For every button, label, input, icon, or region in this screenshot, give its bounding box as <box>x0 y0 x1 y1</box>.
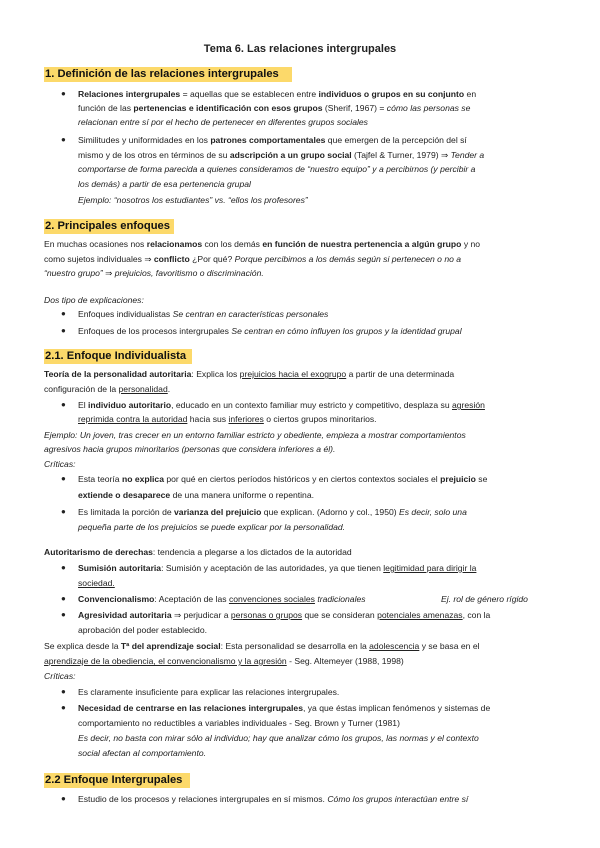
bullet-icon: ● <box>61 326 66 335</box>
page-title: Tema 6. Las relaciones intergrupales <box>203 43 397 55</box>
s21-c1-line2: extiende o desaparece de una manera uniforme o repentina. <box>78 490 315 500</box>
s21-explica-line2: aprendizaje de la obediencia, el convencionalismo y la agresión - Seg. Altemeyer (1988, 1998) <box>44 656 404 666</box>
s21-agresividad-line2: aprobación del poder establecido. <box>78 625 207 635</box>
s21-d1: Es claramente insuficiente para explicar las relaciones intergrupales. <box>78 687 340 697</box>
s21-b1-line1: El individuo autoritario, educado en un contexto familiar muy estricto y competitivo, desplaza su agresión <box>78 400 485 410</box>
section-22-heading: 2.2 Enfoque Intergrupales <box>45 774 183 786</box>
s21-autoritarismo: Autoritarismo de derechas: tendencia a plegarse a los dictados de la autoridad <box>44 547 352 557</box>
s21-c1-line1: Esta teoría no explica por qué en ciertos períodos históricos y en ciertos contextos sociales el prejuicio se <box>78 474 488 484</box>
bullet-icon: ● <box>61 400 66 409</box>
s21-para-line1: Teoría de la personalidad autoritaria: Explica los prejuicios hacia el exogrupo a partir de una determinada <box>44 369 455 379</box>
s21-explica-line1: Se explica desde la Tª del aprendizaje social: Esta personalidad se desarrolla en la adolescencia y se basa en el <box>44 641 480 651</box>
section-21-heading: 2.1. Enfoque Individualista <box>45 350 187 362</box>
s21-b1-line2: reprimida contra la autoridad hacia sus inferiores o ciertos grupos minoritarios. <box>78 414 377 424</box>
s1-b2-line1: Similitudes y uniformidades en los patrones comportamentales que emergen de la percepción del sí <box>78 135 467 145</box>
bullet-icon: ● <box>61 309 66 318</box>
s2-para-line2: como sujetos individuales ⇒ conflicto ¿Por qué? Porque percibimos a los demás según si pertenecen o no a <box>44 254 462 264</box>
s21-d2-line2: comportamiento no reductibles a variables individuales - Seg. Brown y Turner (1981) <box>78 718 400 728</box>
s1-b2-line4: los demás) a partir de esa pertenencia grupal <box>78 179 251 189</box>
s21-criticas-label-2: Críticas: <box>44 671 76 681</box>
s2-explanations-label: Dos tipo de explicaciones: <box>44 295 144 305</box>
bullet-icon: ● <box>61 687 66 696</box>
s21-c2-line2: pequeña parte de los prejuicios se puede explicar por la personalidad. <box>78 522 346 532</box>
s2-para-line3: “nuestro grupo” ⇒ prejuicios, favoritismo o discriminación. <box>44 268 264 278</box>
bullet-icon: ● <box>61 135 66 144</box>
section-1-heading: 1. Definición de las relaciones intergrupales <box>45 68 279 80</box>
s1-b2-example: Ejemplo: “nosotros los estudiantes” vs. “ellos los profesores” <box>78 195 308 205</box>
s21-d2-line3: Es decir, no basta con mirar sólo al individuo; hay que analizar cómo los grupos, las normas y el contexto <box>78 733 479 743</box>
s21-d2-line1: Necesidad de centrarse en las relaciones intergrupales, ya que éstas implican fenómenos y sistemas de <box>78 703 491 713</box>
section-2-heading: 2. Principales enfoques <box>45 220 170 232</box>
bullet-icon: ● <box>61 563 66 572</box>
s2-enfoque-2: Enfoques de los procesos intergrupales Se centran en cómo influyen los grupos y la identidad grupal <box>78 326 462 336</box>
bullet-icon: ● <box>61 474 66 483</box>
s21-criticas-label: Críticas: <box>44 459 76 469</box>
s1-b2-line3: comportarse de forma parecida a quienes consideramos de “nuestro equipo” y a percibirnos (y percibir a <box>78 164 476 174</box>
s21-d2-line4: social afectan al comportamiento. <box>78 748 207 758</box>
bullet-icon: ● <box>61 594 66 603</box>
bullet-icon: ● <box>61 507 66 516</box>
s2-para-line1: En muchas ocasiones nos relacionamos con los demás en función de nuestra pertenencia a algún grupo y no <box>44 239 481 249</box>
s21-example-line1: Ejemplo: Un joven, tras crecer en un entorno familiar estricto y obediente, empieza a mostrar comportamientos <box>44 430 466 440</box>
bullet-icon: ● <box>61 703 66 712</box>
s21-sumision-line1: Sumisión autoritaria: Sumisión y aceptación de las autoridades, ya que tienen legitimidad para dirigir la <box>78 563 477 573</box>
s21-agresividad-line1: Agresividad autoritaria ⇒ perjudicar a personas o grupos que se consideran potenciales amenazas, con la <box>78 610 491 620</box>
s21-convencionalismo-example: Ej. rol de género rígido <box>441 594 528 604</box>
bullet-icon: ● <box>61 610 66 619</box>
s21-convencionalismo: Convencionalismo: Aceptación de las convenciones sociales tradicionales <box>78 594 366 604</box>
s1-b1-line1: Relaciones intergrupales = aquellas que se establecen entre individuos o grupos en su conjunto en <box>78 89 477 99</box>
s21-example-line2: agresivos hacia grupos minoritarios (personas que considera inferiores a él). <box>44 444 336 454</box>
s21-c2-line1: Es limitada la porción de varianza del prejuicio que explican. (Adorno y col., 1950) Es decir, solo una <box>78 507 467 517</box>
s2-enfoque-1: Enfoques individualistas Se centran en características personales <box>78 309 329 319</box>
s21-sumision-line2: sociedad. <box>78 578 115 588</box>
s1-b1-line2: función de las pertenencias e identificación con esos grupos (Sherif, 1967) = cómo las personas se <box>78 103 471 113</box>
s1-b2-line2: mismo y de los otros en términos de su adscripción a un grupo social (Tajfel & Turner, 1979) ⇒ Tender a <box>78 150 485 160</box>
s21-para-line2: configuración de la personalidad. <box>44 384 171 394</box>
s22-b1: Estudio de los procesos y relaciones intergrupales en sí mismos. Cómo los grupos interactúan entre sí <box>78 794 469 804</box>
bullet-icon: ● <box>61 89 66 98</box>
bullet-icon: ● <box>61 794 66 803</box>
s1-b1-line3: relacionan entre sí por el hecho de pertenecer en diferentes grupos sociales <box>78 117 368 127</box>
